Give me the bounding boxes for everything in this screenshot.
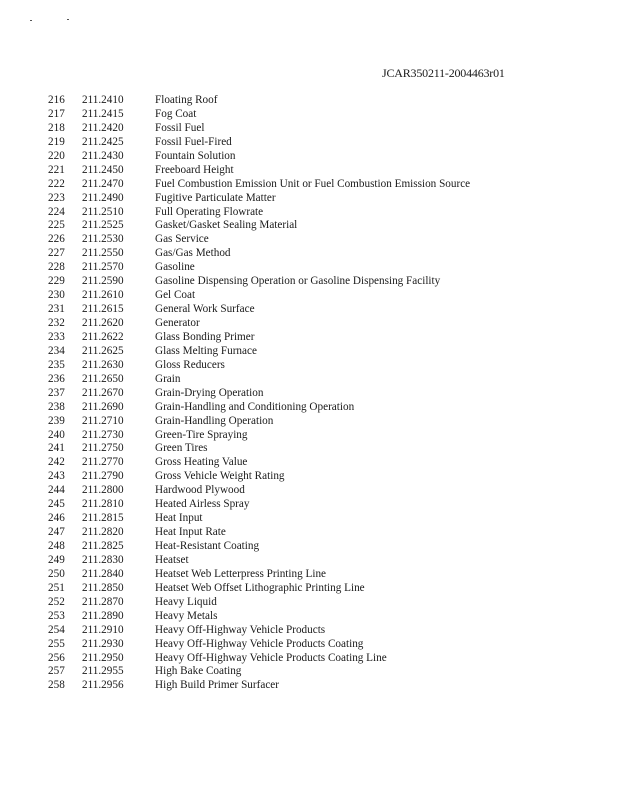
row-number: 252 — [48, 595, 65, 608]
section-number: 211.2410 — [82, 94, 124, 106]
defined-term: Green-Tire Spraying — [155, 428, 248, 441]
defined-term: Hardwood Plywood — [155, 484, 245, 497]
defined-term: Fuel Combustion Emission Unit or Fuel Combustion Emission Source — [155, 177, 471, 190]
section-number: 211.2470 — [82, 177, 124, 190]
defined-term: Grain — [155, 372, 181, 385]
section-number: 211.2840 — [82, 567, 124, 580]
defined-term: Heatset Web Letterpress Printing Line — [155, 567, 327, 580]
defined-term: Floating Roof — [155, 94, 218, 106]
section-number: 211.2670 — [82, 386, 124, 399]
defined-term: Gasket/Gasket Sealing Material — [155, 219, 298, 232]
defined-term: Gas/Gas Method — [155, 247, 231, 260]
row-number: 232 — [48, 317, 65, 329]
defined-term: High Build Primer Surfacer — [155, 679, 279, 692]
section-number: 211.2890 — [82, 609, 124, 622]
row-number: 238 — [48, 400, 65, 413]
defined-term: Gross Vehicle Weight Rating — [155, 470, 285, 483]
row-number: 242 — [48, 456, 65, 469]
section-number: 211.2830 — [82, 553, 124, 566]
section-number: 211.2710 — [82, 414, 124, 427]
section-number: 211.2415 — [82, 107, 124, 120]
row-number: 254 — [48, 623, 65, 636]
section-number: 211.2530 — [82, 233, 124, 246]
section-number: 211.2730 — [82, 428, 124, 441]
section-number: 211.2950 — [82, 651, 124, 664]
section-number: 211.2570 — [82, 261, 124, 274]
row-number: 248 — [48, 540, 65, 552]
defined-term: General Work Surface — [155, 303, 255, 316]
row-number: 221 — [48, 163, 65, 176]
defined-term: Heatset Web Offset Lithographic Printing Line — [155, 581, 365, 594]
row-number: 222 — [48, 177, 65, 190]
section-number: 211.2825 — [82, 540, 124, 552]
row-number: 228 — [48, 261, 65, 274]
defined-term: Freeboard Height — [155, 163, 234, 176]
defined-term: Heated Airless Spray — [155, 498, 250, 511]
defined-term: Grain-Handling Operation — [155, 414, 274, 427]
section-number: 211.2815 — [82, 512, 124, 525]
section-number: 211.2910 — [82, 623, 124, 636]
section-number: 211.2690 — [82, 400, 124, 413]
row-number: 249 — [48, 553, 65, 566]
section-number: 211.2450 — [82, 163, 124, 176]
section-number: 211.2625 — [82, 344, 124, 357]
row-number: 230 — [48, 289, 65, 302]
section-number: 211.2420 — [82, 121, 124, 134]
section-number: 211.2610 — [82, 289, 124, 302]
row-number: 250 — [48, 567, 65, 580]
row-number: 256 — [48, 651, 65, 664]
row-number: 257 — [48, 665, 65, 678]
section-number: 211.2750 — [82, 442, 124, 455]
row-number: 239 — [48, 414, 65, 427]
section-number: 211.2630 — [82, 358, 124, 371]
defined-term: Heavy Off-Highway Vehicle Products Coating Line — [155, 651, 387, 664]
section-number: 211.2622 — [82, 330, 124, 343]
defined-term: Heavy Off-Highway Vehicle Products — [155, 623, 326, 636]
row-number: 223 — [48, 191, 65, 204]
section-number: 211.2510 — [82, 205, 124, 218]
section-number: 211.2425 — [82, 135, 124, 148]
row-number: 246 — [48, 512, 65, 525]
row-number: 218 — [48, 121, 65, 134]
row-number: 235 — [48, 358, 65, 371]
defined-term: Gas Service — [155, 233, 209, 246]
row-number: 240 — [48, 428, 65, 441]
row-number: 244 — [48, 484, 65, 497]
defined-term: Gasoline — [155, 261, 195, 274]
defined-term: Heavy Metals — [155, 609, 218, 622]
defined-term: Heavy Off-Highway Vehicle Products Coating — [155, 637, 364, 650]
row-number: 224 — [48, 205, 65, 218]
defined-term: Heat-Resistant Coating — [155, 540, 260, 552]
section-number: 211.2810 — [82, 498, 124, 511]
defined-term: Fossil Fuel-Fired — [155, 135, 232, 148]
defined-term: Green Tires — [155, 442, 208, 455]
defined-term: Heavy Liquid — [155, 595, 217, 608]
defined-term: Generator — [155, 317, 200, 329]
section-number: 211.2956 — [82, 679, 124, 692]
section-number: 211.2800 — [82, 484, 124, 497]
defined-term: Fog Coat — [155, 107, 197, 120]
section-number: 211.2590 — [82, 275, 124, 288]
row-number: 247 — [48, 526, 65, 539]
defined-term: Heatset — [155, 553, 189, 566]
defined-term: High Bake Coating — [155, 665, 242, 678]
document-id: JCAR350211-2004463r01 — [382, 66, 505, 80]
section-number: 211.2615 — [82, 303, 124, 316]
row-number: 227 — [48, 247, 65, 260]
row-number: 216 — [48, 94, 65, 106]
defined-term: Gross Heating Value — [155, 456, 248, 469]
section-number: 211.2870 — [82, 595, 124, 608]
section-number: 211.2955 — [82, 665, 124, 678]
row-number: 258 — [48, 679, 65, 692]
section-number: 211.2850 — [82, 581, 124, 594]
defined-term: Grain-Drying Operation — [155, 386, 264, 399]
defined-term: Gel Coat — [155, 289, 196, 302]
row-number: 237 — [48, 386, 65, 399]
defined-term: Grain-Handling and Conditioning Operation — [155, 400, 355, 413]
row-number: 226 — [48, 233, 65, 246]
section-number: 211.2550 — [82, 247, 124, 260]
row-number: 217 — [48, 107, 65, 120]
scan-speck — [30, 20, 32, 21]
defined-term: Glass Melting Furnace — [155, 344, 257, 357]
row-number: 234 — [48, 344, 65, 357]
defined-term: Gloss Reducers — [155, 358, 225, 371]
row-number: 251 — [48, 581, 65, 594]
row-number: 255 — [48, 637, 65, 650]
section-number: 211.2490 — [82, 191, 124, 204]
section-number: 211.2820 — [82, 526, 124, 539]
row-number: 219 — [48, 135, 65, 148]
row-number: 231 — [48, 303, 65, 316]
section-number: 211.2525 — [82, 219, 124, 232]
defined-term: Fossil Fuel — [155, 121, 205, 134]
defined-term: Glass Bonding Primer — [155, 330, 255, 343]
row-number: 229 — [48, 275, 65, 288]
section-number: 211.2770 — [82, 456, 124, 469]
section-number: 211.2790 — [82, 470, 124, 483]
row-number: 233 — [48, 330, 65, 343]
defined-term: Fugitive Particulate Matter — [155, 191, 276, 204]
row-number: 236 — [48, 372, 65, 385]
defined-term: Heat Input Rate — [155, 526, 226, 539]
row-number: 241 — [48, 442, 65, 455]
row-number: 245 — [48, 498, 65, 511]
section-number: 211.2650 — [82, 372, 124, 385]
defined-term: Full Operating Flowrate — [155, 205, 264, 218]
defined-term: Gasoline Dispensing Operation or Gasoline Dispensing Facility — [155, 275, 441, 288]
section-number: 211.2430 — [82, 149, 124, 162]
section-number: 211.2930 — [82, 637, 124, 650]
defined-term: Heat Input — [155, 512, 203, 525]
row-number: 225 — [48, 219, 65, 232]
row-number: 253 — [48, 609, 65, 622]
defined-term: Fountain Solution — [155, 149, 236, 162]
row-number: 220 — [48, 149, 65, 162]
section-number: 211.2620 — [82, 317, 124, 329]
row-number: 243 — [48, 470, 65, 483]
scan-speck — [67, 19, 69, 20]
